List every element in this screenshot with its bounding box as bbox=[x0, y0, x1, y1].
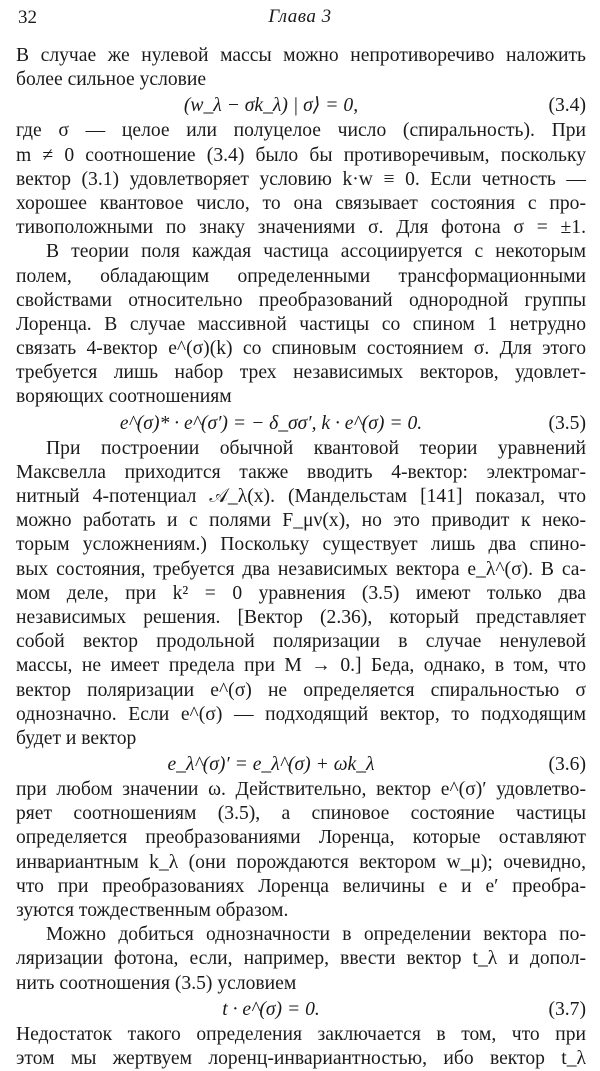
text-line: торым усложнениям.) Поскольку существует лишь два спино- bbox=[16, 534, 586, 556]
text-line: свойствами относительно преобразований однородной группы bbox=[16, 289, 586, 311]
text-line: вектор поляризации e^(σ) не определяется спиральностью σ bbox=[16, 679, 586, 701]
running-header bbox=[18, 4, 582, 30]
equation-number: (3.4) bbox=[548, 95, 586, 117]
text-line: Лоренца. В случае массивной частицы со спином 1 нетрудно bbox=[16, 313, 586, 335]
text-line: зуются тождественным образом. bbox=[16, 900, 289, 921]
page-body-text bbox=[16, 44, 586, 1071]
text-line: вых состояния, требуется два независимых вектора e_λ^(σ). В са- bbox=[16, 558, 586, 580]
text-line: можно работать и с полями F_μν(x), но это приводит к неко- bbox=[16, 510, 586, 532]
equation-row bbox=[16, 410, 586, 437]
text-line: В теории поля каждая частица ассоциируется с некоторым bbox=[46, 241, 586, 263]
text-line: будет и вектор bbox=[16, 727, 137, 749]
text-line: Можно добиться однозначности в определении вектора по- bbox=[46, 924, 586, 946]
text-line: Максвелла приходится также вводить 4-вектор: электромаг- bbox=[16, 461, 586, 483]
text-line: независимых решения. [Вектор (2.36), который представляет bbox=[16, 606, 586, 628]
text-line: воряющих соотношениям bbox=[16, 386, 232, 408]
text-line: этом мы жертвуем лоренц-инвариантностью, ибо вектор t_λ bbox=[16, 1047, 586, 1069]
text-line: где σ — целое или полуцелое число (спиральность). При bbox=[16, 120, 586, 142]
page-number: 32 bbox=[18, 7, 37, 28]
text-line: В случае же нулевой массы можно непротиворечиво наложить bbox=[16, 45, 586, 66]
text-line: Недостаток такого определения заключается в том, что при bbox=[16, 1023, 586, 1045]
text-line: при любом значении ω. Действительно, вектор e^(σ)′ удовлетво- bbox=[16, 779, 586, 801]
text-line: ряет соотношениям (3.5), а спиновое состояние частицы bbox=[16, 803, 586, 825]
text-line: нить соотношения (3.5) условием bbox=[16, 972, 297, 994]
text-line: тивоположными по знаку значениями σ. Для фотона σ = ±1. bbox=[16, 217, 586, 239]
text-line: массы, не имеет предела при M → 0.] Беда, однако, в том, что bbox=[16, 655, 586, 677]
equation-expression: e^(σ)* · e^(σ′) = − δ_σσ′, k · e^(σ) = 0. bbox=[119, 412, 423, 434]
text-line: требуется лишь набор трех независимых векторов, удовлет- bbox=[16, 362, 586, 384]
equation-number: (3.7) bbox=[548, 998, 586, 1020]
equation-number: (3.6) bbox=[548, 754, 586, 776]
text-line: что при преобразованиях Лоренца величины e и e′ преобра- bbox=[16, 875, 586, 897]
equation-number: (3.5) bbox=[548, 412, 586, 434]
equation-expression: (w_λ − σk_λ) | σ⟩ = 0, bbox=[183, 95, 359, 117]
equation-row bbox=[16, 996, 586, 1023]
text-line: собой вектор продольной поляризации в случае ненулевой bbox=[16, 631, 586, 653]
text-line: связать 4-вектор e^(σ)(k) со спиновым состоянием σ. Для этого bbox=[16, 338, 586, 360]
text-line: инвариантным k_λ (они порождаются вектором w_μ); очевидно, bbox=[16, 851, 586, 873]
text-line: однозначно. Если e^(σ) — подходящий вектор, то подходящим bbox=[16, 703, 586, 725]
text-line: При построении обычной квантовой теории уравнений bbox=[46, 437, 586, 459]
text-line: более сильное условие bbox=[16, 69, 207, 91]
text-line: хорошее квантовое число, то она связывает состояния с про- bbox=[16, 192, 586, 214]
text-line: ляризации фотона, если, например, ввести вектор t_λ и допол- bbox=[16, 948, 586, 970]
equation-expression: e_λ^(σ)′ = e_λ^(σ) + ωk_λ bbox=[167, 754, 375, 776]
equation-row bbox=[16, 92, 586, 119]
text-line: определяется преобразованиями Лоренца, которые оставляют bbox=[16, 827, 586, 849]
text-line: вектор (3.1) удовлетворяет условию k·w ≡ 0. Если четность — bbox=[16, 168, 586, 190]
equation-row bbox=[16, 751, 586, 778]
text-line: полем, обладающим определенными трансформационными bbox=[16, 265, 586, 287]
text-line: нитный 4-потенциал 𝒜_λ(x). (Мандельстам [141] показал, что bbox=[16, 486, 586, 507]
equation-expression: t · e^(σ) = 0. bbox=[222, 998, 320, 1020]
chapter-title: Глава 3 bbox=[268, 6, 332, 27]
text-line: m ≠ 0 соотношение (3.4) было бы противоречивым, поскольку bbox=[16, 144, 586, 166]
text-line: мом деле, при k² = 0 уравнения (3.5) имеют только два bbox=[16, 582, 586, 604]
